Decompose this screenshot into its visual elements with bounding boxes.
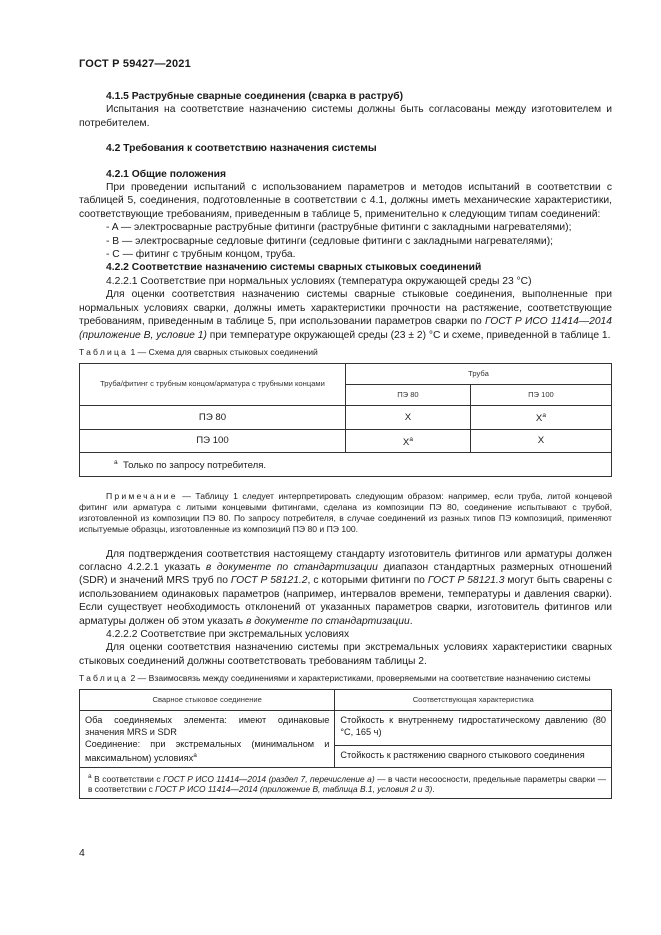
list-item: - C — фитинг с трубным концом, труба. (106, 249, 296, 261)
list-item: - B — электросварные седловые фитинги (седловые фитинги с закладными нагревателями); (106, 235, 553, 247)
table-1-note: Примечание — Таблицу 1 следует интерпретировать следующим образом: например, если труба, литой концевой фитинг или арматура с литыми концевыми фитингами, сделана из композиции ПЭ 80, соединение испытывают с трубой, изготовленной из композиции ПЭ 80. По запросу потребителя, в случае соединений из разных типов ПЭ композиций, применяют испытуемые образцы, изготовленные из композиций ПЭ 80 и ПЭ 100. (79, 490, 612, 535)
section-4-2-2-2-text: Для оценки соответствия назначению системы при экстремальных условиях характеристики сварных стыковых соединений должны соответствовать требованиям таблицы 2. (79, 642, 612, 667)
table-2 (79, 689, 612, 799)
table-2-head-joint: Сварное стыковое соединение (80, 690, 335, 710)
table-1-col-pe80: ПЭ 80 (346, 384, 471, 405)
table-row: ПЭ 100 $X^a$ X (80, 429, 612, 453)
table-row: Оба соединяемых элемента: имеют одинаковые значения MRS и SDR Соединение: при экстремальных (минимальном и максимальном) условиях$^a$ Стойкость к внутреннему гидростатическому давлению (80 °С, 165 ч) (80, 710, 612, 745)
page-content (79, 90, 612, 799)
list-item: - A — электросварные раструбные фитинги (раструбные фитинги с закладными нагревателями); (106, 222, 572, 234)
table-1-head-pipe: Труба (346, 363, 612, 384)
document-header: ГОСТ Р 59427—2021 (79, 58, 191, 70)
section-4-2-2-title: 4.2.2 Соответствие назначению системы сварных стыковых соединений (106, 262, 482, 274)
table-row: ПЭ 80 X $X^a$ (80, 405, 612, 429)
table-1-head-left: Труба/фитинг с трубным концом/арматура с трубными концами (80, 363, 346, 405)
standard-reference: ГОСТ Р ИСО 11414—2014 (приложение В, условие 1) (79, 316, 612, 341)
table-1-col-pe100: ПЭ 100 (470, 384, 611, 405)
table-2-joint-cell: Оба соединяемых элемента: имеют одинаковые значения MRS и SDR Соединение: при экстремальных (минимальном и максимальном) условиях$^a$ (80, 710, 335, 767)
section-4-2-title: 4.2 Требования к соответствию назначения системы (106, 143, 377, 155)
section-4-1-5-title: 4.1.5 Раструбные сварные соединения (сварка в раструб) (106, 91, 404, 102)
section-4-2-1-title: 4.2.1 Общие положения (106, 168, 226, 180)
table-1-caption: Таблица 1 — Схема для сварных стыковых соединений (79, 346, 318, 357)
section-4-2-1-text: При проведении испытаний с использованием параметров и методов испытаний в соответствии с таблицей 5, соединения, подготовленные в соответствии с 4.1, должны иметь механические характеристики, соответствующие требованиям, приведенным в таблице 5, применительно к следующим типам соединений: (79, 182, 612, 220)
table-2-footnote: $^a$ В соответствии с ГОСТ Р ИСО 11414—2014 (раздел 7, перечисление а) — в части несоосности, предельные параметры сварки — в соответствии с ГОСТ Р ИСО 11414—2014 (приложение В, таблица В.1, условия 2 и 3). (80, 767, 612, 799)
table-2-caption: Таблица 2 — Взаимосвязь между соединениями и характеристиками, проверяемыми на соответствие назначению системы (79, 673, 591, 684)
page-number: 4 (79, 847, 85, 859)
table-2-head-characteristic: Соответствующая характеристика (335, 690, 612, 710)
table-1-footnote: $^a$ Только по запросу потребителя. (80, 453, 612, 477)
section-4-2-2-2-title: 4.2.2.2 Соответствие при экстремальных условиях (106, 628, 350, 640)
section-4-2-2-1-text: Для оценки соответствия назначению системы сварные стыковые соединения, выполненные при нормальных условиях сварки, должны иметь характеристики прочности на растяжение, соответствующие требованиям, приведенным в таблице 5, при использовании параметров сварки по ГОСТ Р ИСО 11414—2014 (приложение В, условие 1) при температуре окружающей среды (23 ± 2) °С и схеме, приведенной в таблице 1. (79, 289, 612, 341)
section-4-1-5-text: Испытания на соответствие назначению системы должны быть согласованы между изготовителем и потребителем. (79, 104, 612, 129)
confirmation-paragraph: Для подтверждения соответствия настоящему стандарту изготовитель фитингов или арматуры должен согласно 4.2.2.1 указать в документе по стандартизации диапазон стандартных размерных отношений (SDR) и значений MRS труб по ГОСТ Р 58121.2, с которыми фитинги по ГОСТ Р 58121.3 могут быть сварены с использованием одинаковых параметров (например, интервалов времени, температуры и давления сварки). Если существует необходимость отклонений от указанных параметров сварки, изготовитель фитингов или арматуры должен об этом указать в документе по стандартизации. (79, 548, 612, 627)
section-4-2-2-1-title: 4.2.2.1 Соответствие при нормальных условиях (температура окружающей среды 23 °С) (106, 275, 532, 287)
table-row: Стойкость к растяжению сварного стыкового соединения (80, 745, 612, 767)
table-1 (79, 363, 612, 477)
